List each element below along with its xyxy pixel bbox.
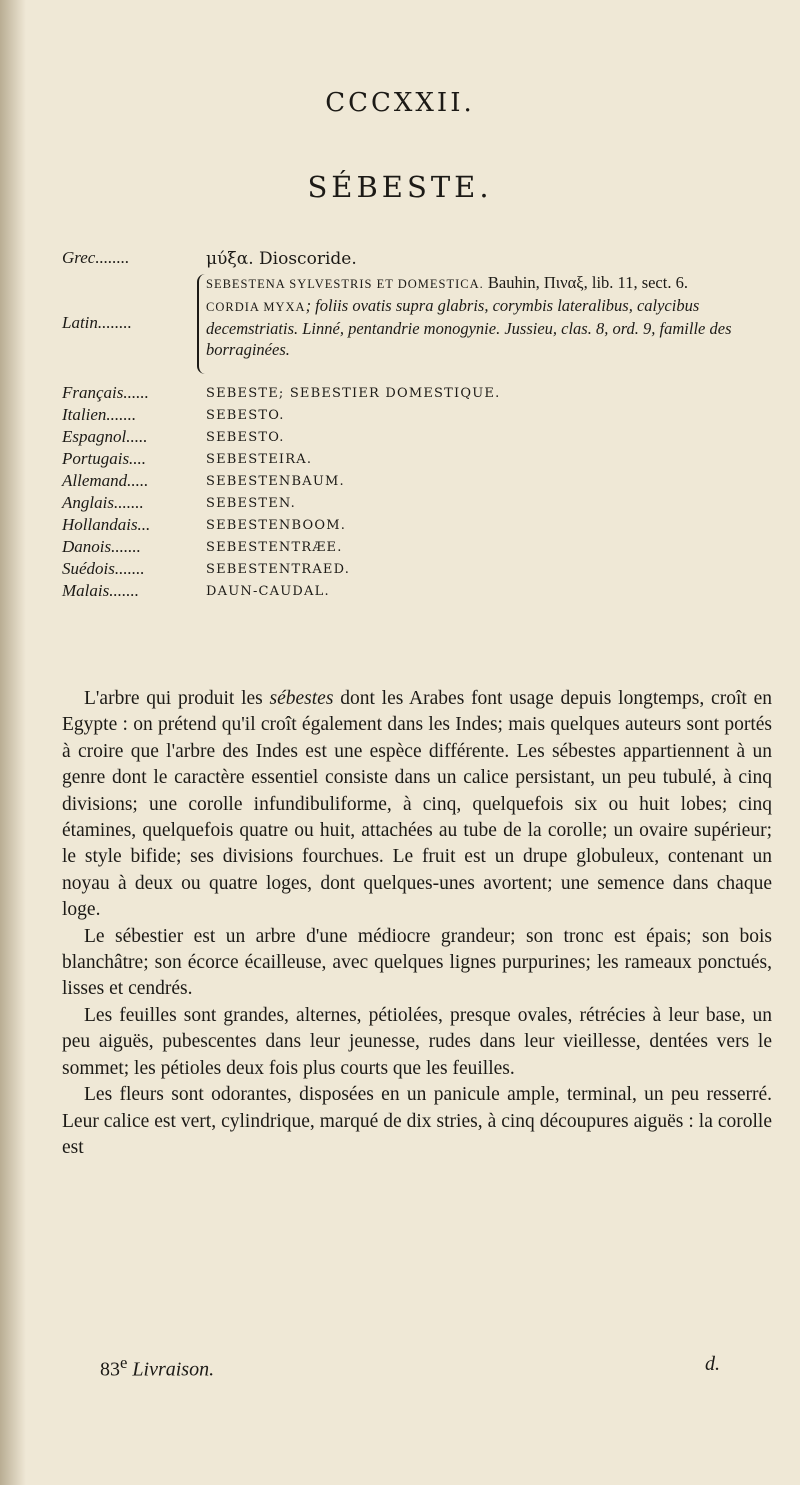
synonym-value: SEBESTO. [206,430,285,445]
synonym-value: SEBESTEIRA. [206,452,313,467]
page-footer [100,1353,720,1383]
synonym-row [62,449,762,471]
plate-number: CCCXXII. [325,88,475,118]
delivery-mark [100,1353,214,1382]
paragraph-text: dont les Arabes font usage depuis longtemps, croît en Egypte : on prétend qu'il croît également dans les Indes; mais quelques auteurs sont portés à croire que l'arbre des Indes est une espèce différente. Les sébestes appartiennent à un genre dont le caractère essentiel consiste dans un calice persistant, un peu tubulé, à cinq divisions; une corolle infundibuliforme, à cinq, quelquefois six ou huit lobes; cinq étamines, quelquefois quatre ou huit, attachées au tube de la corolle; un ovaire supérieur; le style bifide; ses divisions fourchues. Le fruit est un drupe globuleux, contenant un noyau à deux ou quatre loges, dont quelques-unes avortent; une semence dans chaque loge. [62,688,772,921]
vernacular-names [62,383,762,603]
synonym-value: SEBESTENBOOM. [206,518,347,533]
synonym-row [62,537,762,559]
delivery-superscript: e [120,1353,128,1372]
language-label: Hollandais... [62,515,151,534]
emphasized-term: sébestes [269,688,334,709]
synonymy-table [62,248,762,603]
language-label: Suédois....... [62,559,145,578]
delivery-number: 83 [100,1358,120,1381]
language-label: Latin........ [62,313,132,332]
signature-mark: d. [705,1353,720,1375]
language-label: Malais....... [62,581,139,600]
language-label: Grec........ [62,248,130,267]
language-label: Espagnol..... [62,427,148,446]
synonym-row [62,383,762,405]
language-label: Portugais.... [62,449,147,468]
synonym-row-latin [62,272,762,375]
synonym-value: SEBESTENBAUM. [206,474,345,489]
synonym-value: μύξα. Dioscoride. [206,249,357,269]
language-label: Danois....... [62,537,141,556]
latin-diagnosis: ; foliis ovatis supra glabris, corymbis lateralibus, calycibus decemstriatis. Linné, pentandrie monogynie. Jussieu, clas. 8, ord. 9, famille des borraginées. [206,296,732,359]
synonym-row-grec [62,248,762,270]
synonym-value: SEBESTO. [206,408,285,423]
synonym-row [62,405,762,427]
paragraph-text: L'arbre qui produit les [84,688,270,709]
synonym-row [62,581,762,603]
body-text [62,686,772,1161]
synonym-value: SEBESTENTRÆE. [206,540,343,555]
synonym-value: DAUN-CAUDAL. [206,584,330,599]
synonym-row [62,471,762,493]
language-label: Allemand..... [62,471,149,490]
latin-description [206,272,776,360]
synonym-row [62,559,762,581]
paragraph: Les feuilles sont grandes, alternes, pétiolées, presque ovales, rétrécies à leur base, un peu aiguës, pubescentes dans leur jeunesse, rudes dans leur vieillesse, dentées vers le sommet; les pétioles deux fois plus courts que les feuilles. [62,1004,772,1079]
latin-name-linne: CORDIA MYXA [206,300,306,314]
latin-name-bauhin: SEBESTENA SYLVESTRIS ET DOMESTICA. [206,277,484,291]
paragraph: Le sébestier est un arbre d'une médiocre grandeur; son tronc est épais; son bois blanchâtre; son écorce écailleuse, avec quelques lignes purpurines; les rameaux ponctués, lisses et cendrés. [62,925,772,1000]
synonym-value: SEBESTENTRAED. [206,562,351,577]
paragraph: Les fleurs sont odorantes, disposées en un panicule ample, terminal, un peu resserré. Leur calice est vert, cylindrique, marqué de dix stries, à cinq découpures aiguës : la corolle est [62,1084,772,1158]
delivery-word: Livraison. [132,1358,215,1381]
brace-bracket [197,274,205,374]
language-label: Français...... [62,383,149,402]
synonym-value: SEBESTE; SEBESTIER DOMESTIQUE. [206,386,501,401]
language-label: Italien....... [62,405,137,424]
synonym-row [62,493,762,515]
page-title: SÉBESTE. [307,170,493,204]
synonym-value: SEBESTEN. [206,496,296,511]
synonym-row [62,427,762,449]
language-label: Anglais....... [62,493,144,512]
synonym-row [62,515,762,537]
paragraph [62,686,772,924]
latin-reference-bauhin: Bauhin, Πιναξ, lib. 11, sect. 6. [483,273,688,292]
binding-shadow [0,0,26,1485]
